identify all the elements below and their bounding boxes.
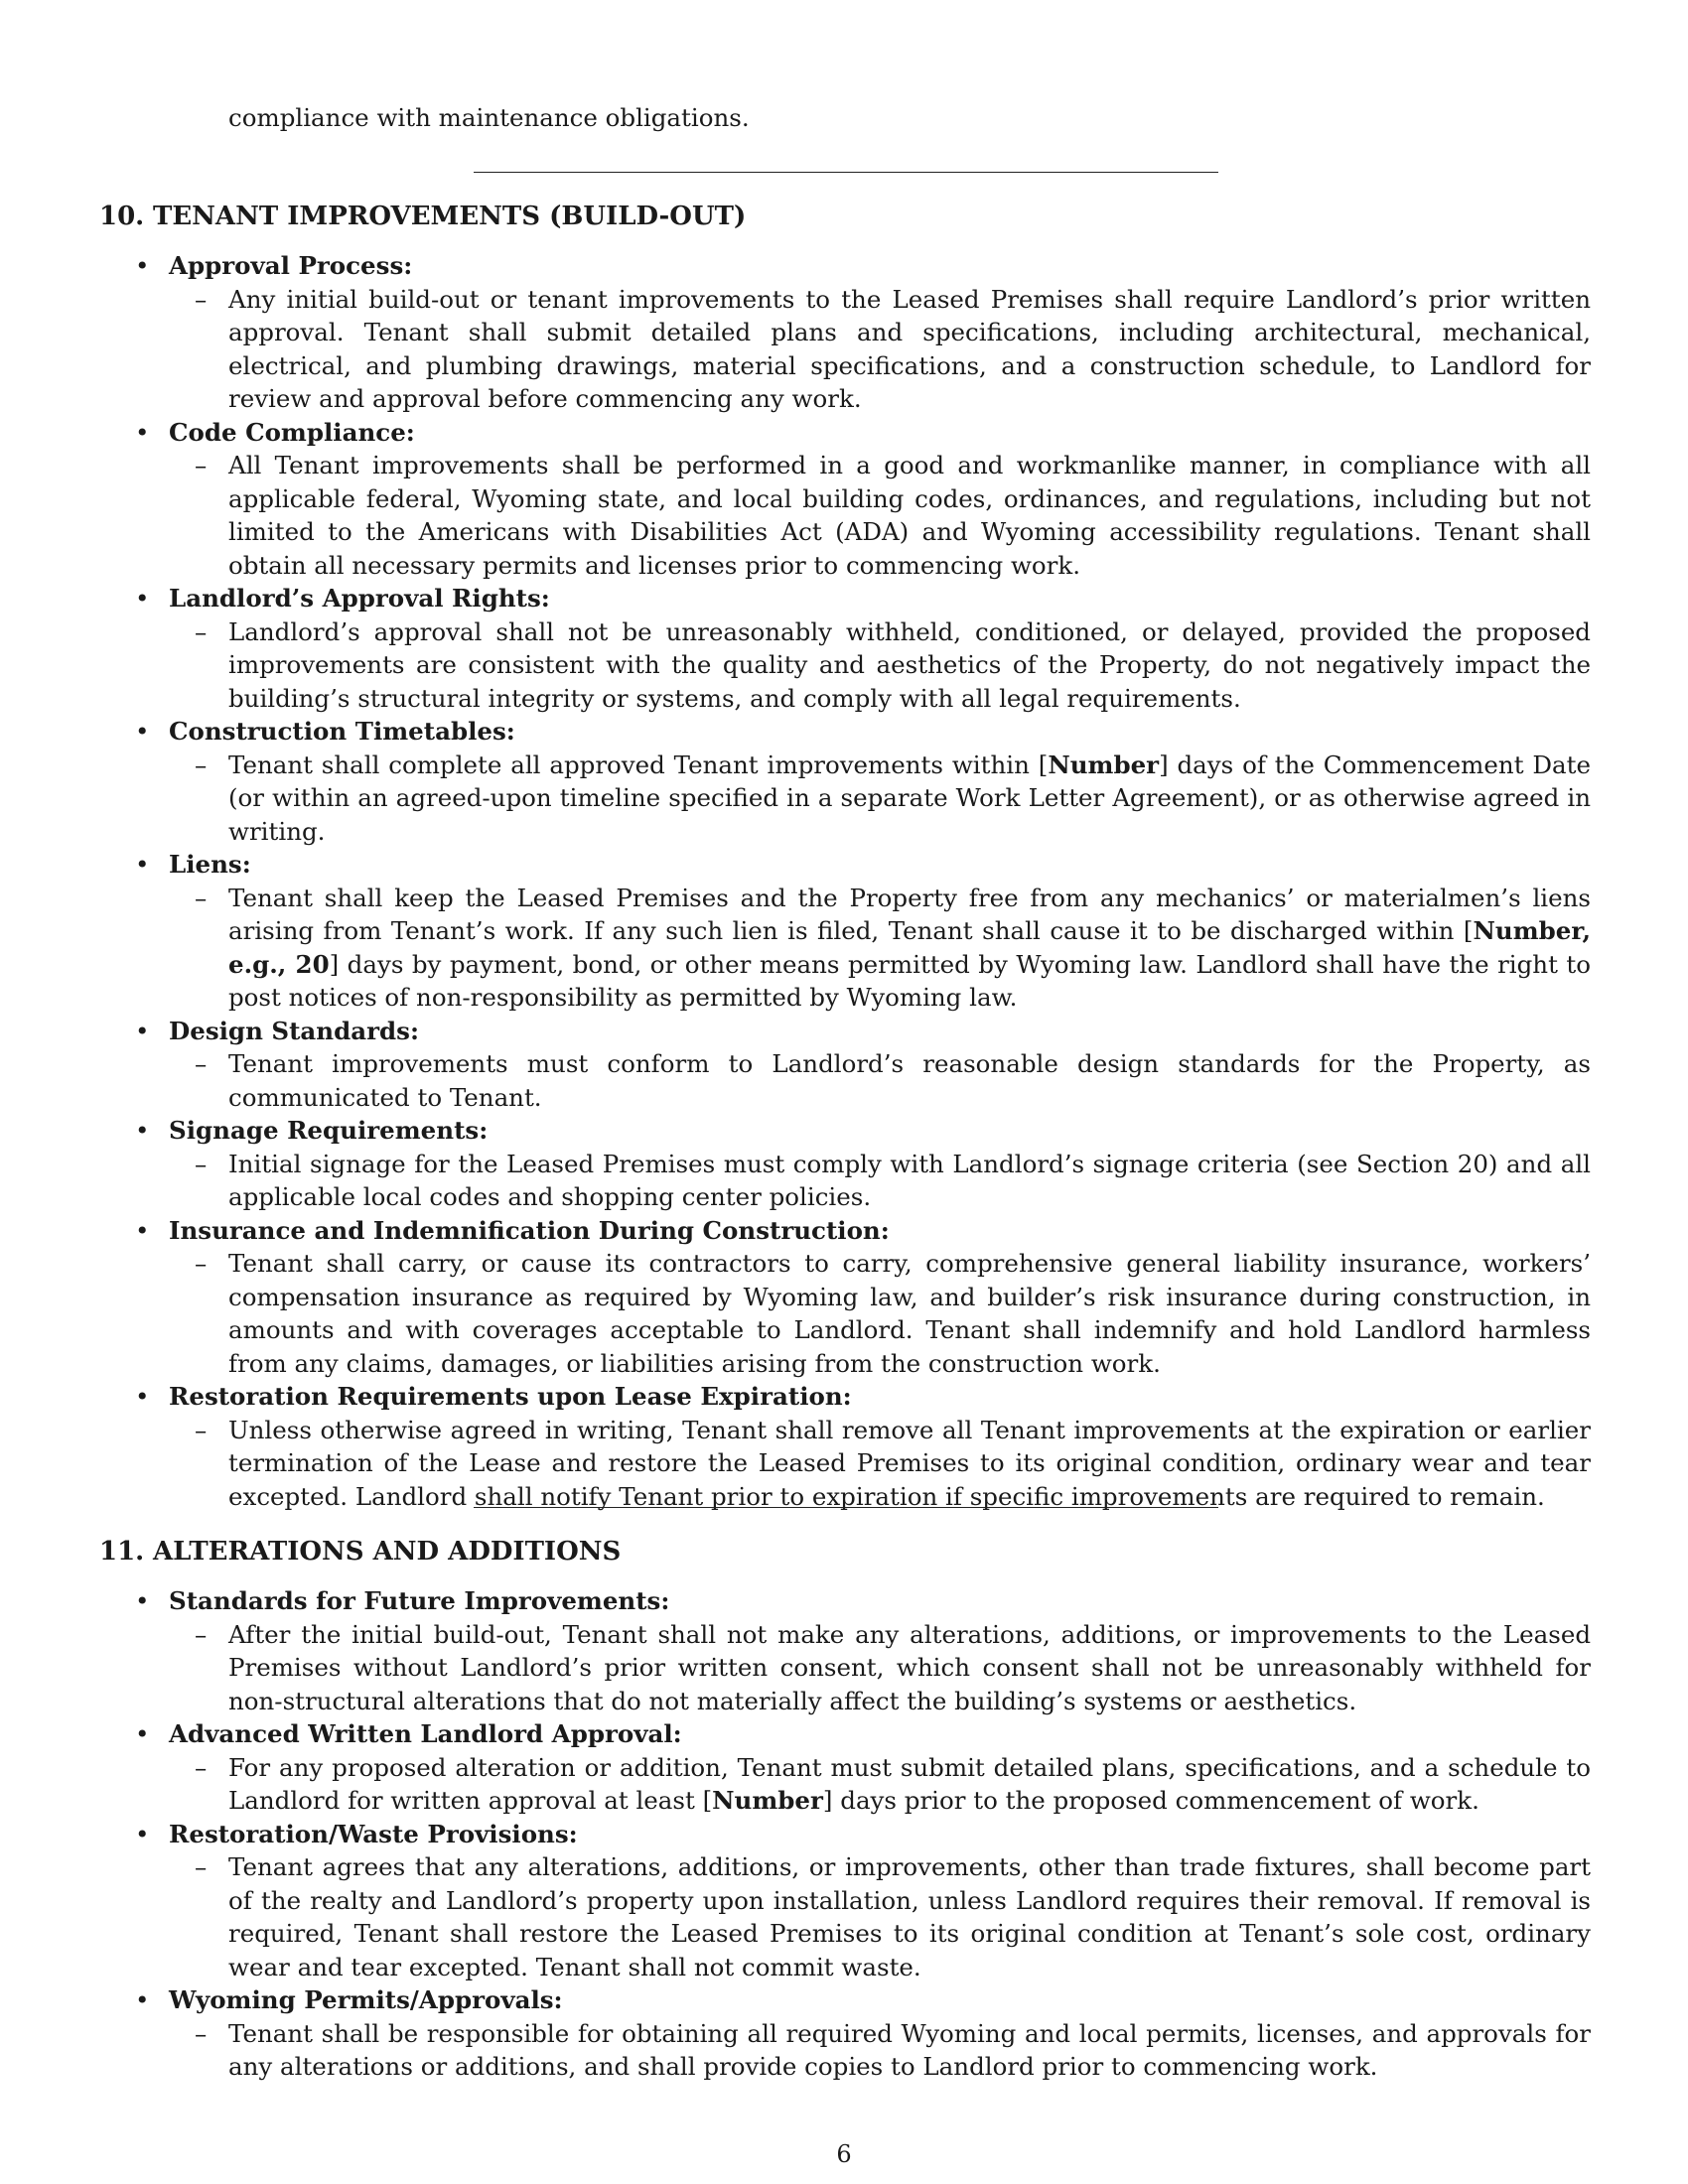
item-title: Signage Requirements: bbox=[169, 1116, 489, 1145]
page-number: 6 bbox=[836, 2140, 852, 2168]
list-item-landlord-approval-rights bbox=[99, 582, 1591, 715]
section-10-list bbox=[99, 249, 1591, 1513]
section-title: ALTERATIONS AND ADDITIONS bbox=[153, 1537, 622, 1567]
item-text-pre: Tenant shall keep the Leased Premises and the Property free from any mechanics’ or materialmen’s liens arising from Tenant’s work. If any such lien is filed, Tenant shall cause it to be discharged within [ bbox=[228, 883, 1591, 945]
item-text: After the initial build-out, Tenant shall not make any alterations, additions, or improvements to the Leased Premises without Landlord’s prior written consent, which consent shall not be unreasonably withheld for non-structural alterations that do not materially affect the building’s systems or aesthetics. bbox=[228, 1619, 1591, 1715]
item-title: Construction Timetables: bbox=[169, 717, 515, 746]
item-title: Liens: bbox=[169, 850, 251, 879]
bullet-icon: • bbox=[135, 1719, 150, 1748]
bullet-icon: • bbox=[135, 251, 150, 280]
bullet-icon: • bbox=[135, 584, 150, 613]
section-title: TENANT IMPROVEMENTS (BUILD-OUT) bbox=[153, 202, 747, 231]
item-title: Landlord’s Approval Rights: bbox=[169, 584, 550, 613]
dash-icon: – bbox=[195, 1049, 208, 1078]
dash-icon: – bbox=[195, 1619, 208, 1649]
list-item-construction-timetables bbox=[99, 715, 1591, 848]
item-text: Any initial build-out or tenant improvements to the Leased Premises shall require Landlord’s prior written approval. Tenant shall submit detailed plans and specifications, including architectural, mechanical, electrical, and plumbing drawings, material specifications, and a construction schedule, to Landlord for review and approval before commencing any work. bbox=[228, 284, 1591, 413]
item-title: Restoration/Waste Provisions: bbox=[169, 1819, 578, 1848]
list-item-standards-future-improvements bbox=[99, 1584, 1591, 1717]
section-heading-10 bbox=[99, 200, 746, 233]
list-item-insurance-indemnification bbox=[99, 1214, 1591, 1381]
item-text: Tenant shall be responsible for obtaining all required Wyoming and local permits, licenses, and approvals for any alterations or additions, and shall provide copies to Landlord prior to commencing work. bbox=[228, 2018, 1591, 2081]
bullet-icon: • bbox=[135, 850, 150, 879]
list-item-code-compliance bbox=[99, 416, 1591, 583]
item-text-post: ] days of the Commencement Date (or within an agreed-upon timeline specified in a separate Work Letter Agreement), or as otherwise agreed in writing. bbox=[228, 750, 1591, 846]
list-item-wyoming-permits bbox=[99, 1983, 1591, 2084]
item-text: Tenant agrees that any alterations, additions, or improvements, other than trade fixtures, shall become part of the realty and Landlord’s property upon installation, unless Landlord requires their removal. If removal is required, Tenant shall restore the Leased Premises to its original condition at Tenant’s sole cost, ordinary wear and tear excepted. Tenant shall not commit waste. bbox=[228, 1852, 1591, 1981]
item-text: Tenant shall carry, or cause its contractors to carry, comprehensive general liability insurance, workers’ compensation insurance as required by Wyoming law, and builder’s risk insurance during construction, in amounts and with coverages acceptable to Landlord. Tenant shall indemnify and hold Landlord harmless from any claims, damages, or liabilities arising from the construction work. bbox=[228, 1249, 1591, 1378]
dash-icon: – bbox=[195, 750, 208, 779]
bullet-icon: • bbox=[135, 1016, 150, 1045]
list-item-restoration-waste bbox=[99, 1818, 1591, 1984]
dash-icon: – bbox=[195, 1415, 208, 1444]
item-text: Landlord’s approval shall not be unreasonably withheld, conditioned, or delayed, provided the proposed improvements are consistent with the quality and aesthetics of the Property, do not negatively impact the building’s structural integrity or systems, and comply with all legal requirements. bbox=[228, 616, 1591, 713]
item-text: Tenant improvements must conform to Landlord’s reasonable design standards for the Property, as communicated to Tenant. bbox=[228, 1049, 1591, 1112]
dash-icon: – bbox=[195, 451, 208, 479]
dash-icon: – bbox=[195, 883, 208, 912]
bullet-icon: • bbox=[135, 1215, 150, 1245]
item-text-post: ] days prior to the proposed commencement of work. bbox=[822, 1786, 1479, 1815]
item-text: Initial signage for the Leased Premises must comply with Landlord’s signage criteria (see Section 20) and all applicable local codes and shopping center policies. bbox=[228, 1149, 1591, 1211]
bullet-icon: • bbox=[135, 1985, 150, 2014]
section-divider bbox=[474, 1507, 1218, 1508]
dash-icon: – bbox=[195, 284, 208, 314]
list-item-signage-requirements bbox=[99, 1114, 1591, 1214]
bullet-icon: • bbox=[135, 417, 150, 447]
item-title: Code Compliance: bbox=[169, 417, 415, 447]
bullet-icon: • bbox=[135, 1819, 150, 1848]
bullet-icon: • bbox=[135, 1382, 150, 1411]
dash-icon: – bbox=[195, 2018, 208, 2048]
section-heading-11 bbox=[99, 1535, 621, 1569]
section-number: 11. bbox=[99, 1537, 145, 1567]
list-item-design-standards bbox=[99, 1015, 1591, 1115]
item-text-pre: Tenant shall complete all approved Tenant improvements within [ bbox=[228, 750, 1049, 779]
item-title: Advanced Written Landlord Approval: bbox=[169, 1719, 682, 1748]
item-title: Wyoming Permits/Approvals: bbox=[169, 1985, 563, 2014]
item-title: Approval Process: bbox=[169, 251, 413, 280]
section-11-list bbox=[99, 1584, 1591, 2084]
bullet-icon: • bbox=[135, 717, 150, 746]
item-title: Standards for Future Improvements: bbox=[169, 1586, 670, 1615]
continuation-text: compliance with maintenance obligations. bbox=[228, 103, 750, 132]
section-number: 10. bbox=[99, 202, 145, 231]
section-divider bbox=[474, 172, 1218, 173]
list-item-advanced-written-approval bbox=[99, 1717, 1591, 1818]
dash-icon: – bbox=[195, 616, 208, 646]
dash-icon: – bbox=[195, 1752, 208, 1782]
bullet-icon: • bbox=[135, 1116, 150, 1145]
list-item-approval-process bbox=[99, 249, 1591, 416]
item-title: Restoration Requirements upon Lease Expiration: bbox=[169, 1382, 852, 1411]
item-text-pre: For any proposed alteration or addition, Tenant must submit detailed plans, specifications, and a schedule to Landlord for written approval at least [ bbox=[228, 1752, 1591, 1815]
dash-icon: – bbox=[195, 1852, 208, 1881]
bullet-icon: • bbox=[135, 1586, 150, 1615]
item-text: Unless otherwise agreed in writing, Tenant shall remove all Tenant improvements at the expiration or earlier termination of the Lease and restore the Leased Premises to its original condition, ordinary wear and tear excepted. Landlord shall notify Tenant prior to expiration if specific improvements are required to remain. bbox=[228, 1415, 1591, 1511]
item-title: Design Standards: bbox=[169, 1016, 419, 1045]
item-title: Insurance and Indemnification During Construction: bbox=[169, 1215, 890, 1245]
placeholder-field: Number, e.g., 20 bbox=[228, 916, 1591, 979]
dash-icon: – bbox=[195, 1249, 208, 1278]
list-item-restoration-requirements bbox=[99, 1380, 1591, 1513]
placeholder-field: Number bbox=[1048, 750, 1160, 779]
dash-icon: – bbox=[195, 1149, 208, 1178]
list-item-liens bbox=[99, 848, 1591, 1015]
item-text: All Tenant improvements shall be performed in a good and workmanlike manner, in compliance with all applicable federal, Wyoming state, and local building codes, ordinances, and regulations, including but not limited to the Americans with Disabilities Act (ADA) and Wyoming accessibility regulations. Tenant shall obtain all necessary permits and licenses prior to commencing work. bbox=[228, 451, 1591, 580]
placeholder-field: Number bbox=[712, 1786, 823, 1815]
item-text-post: ] days by payment, bond, or other means permitted by Wyoming law. Landlord shall have the right to post notices of non-responsibility as permitted by Wyoming law. bbox=[228, 949, 1592, 1012]
